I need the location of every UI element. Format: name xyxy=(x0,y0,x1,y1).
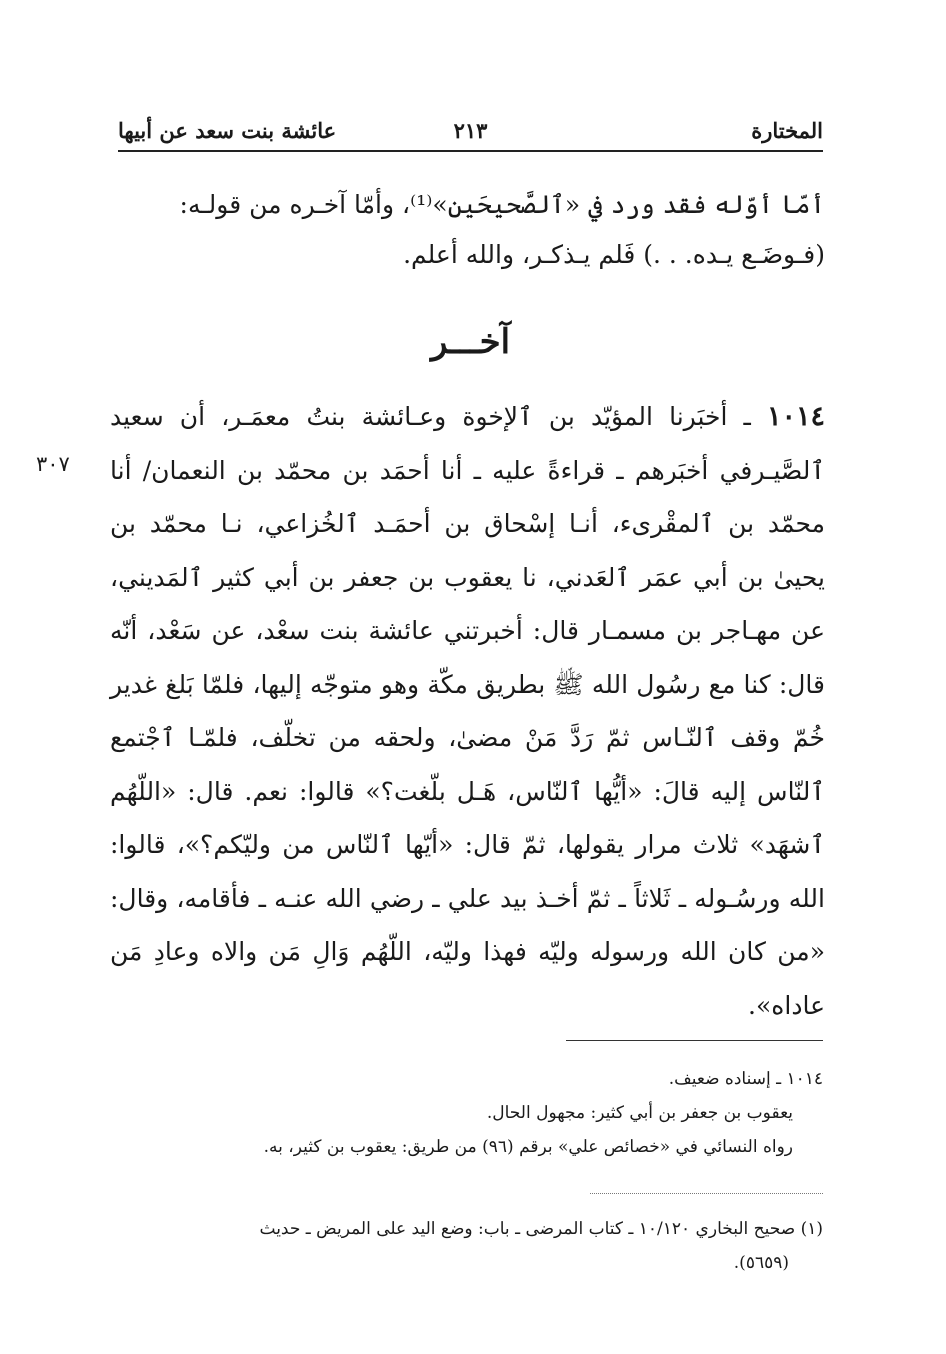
margin-page-reference: ٣٠٧ xyxy=(36,452,70,476)
hadith-entry xyxy=(110,390,825,1032)
entry-text: ـ أخبَرنا المؤيّد بن ٱلإخوة وعـائشة بنتُ معمَـر، أن سعيد ٱلصَّيـرفي أخبَرهم ـ قراءةً عليه ـ أنا أحمَد بن محمّد بن النعمان/ أنا محمّد بن ٱلمقْرىء، أنـا إسْحاق بن أحمَـد ٱلخُزاعي، نـا محمّد بن يحيىٰ بن أبي عمَر ٱلعَدني، نا يعقوب بن جعفر بن أبي كثير ٱلمَديني، عن مهـاجر بن مسمـار قال: أخبرتني عائشة بنت سعْد، عن سَعْد، أنّه قال: كنا مع رسُول الله ﷺ بطريق مكّة وهو متوجّه إليها، فلمّا بَلغ غدير خُمّ وقف ٱلنّـاس ثمّ رَدَّ مَنْ مضىٰ، ولحقه من تخلّف، فلمّـا ٱجْتمع ٱلنّاس إليه قالَ: «أيُّها ٱلنّاس، هَـل بلّغت؟» قالوا: نعم. قال: «اللّهُم ٱشهَد» ثلاث مرار يقولها، ثمّ قال: «أيّها ٱلنّاس من وليّكم؟»، قالوا: الله ورسُـوله ـ ثَلاثاً ـ ثمّ أخـذ بيد علي ـ رضي الله عنـه ـ فأقامه، وقال: «من كان الله ورسوله وليّه فهذا وليّه، اللّهُم وَالِ مَن والاه وعادِ مَن عاداه». xyxy=(110,402,825,1020)
section-title: آخـــر xyxy=(430,322,511,362)
footnote-line-1: (١) صحيح البخاري ١٠/١٢٠ ـ كتاب المرضى ـ باب: وضع اليد على المريض ـ حديث xyxy=(259,1219,823,1239)
notes-separator xyxy=(566,1040,823,1041)
entry-number: ١٠١٤ xyxy=(766,401,825,432)
editor-notes xyxy=(118,1062,823,1164)
footnote xyxy=(118,1212,823,1280)
header-book-title: المختارة xyxy=(751,118,823,143)
header-rule xyxy=(118,150,823,152)
intro-line-1: أمّا أوّله فقد ورد في «ٱلصَّحيحَين»⁽¹⁾، وأمّا آخـره من قولـه: xyxy=(179,190,825,219)
note-line-3: رواه النسائي في «خصائص علي» برقم (٩٦) من طريق: يعقوب بن كثير، به. xyxy=(263,1137,793,1157)
hadith-paragraph xyxy=(110,390,825,1032)
note-line-2: يعقوب بن جعفر بن أبي كثير: مجهول الحال. xyxy=(486,1103,793,1123)
footnote-line-2: (٥٦٥٩). xyxy=(733,1253,789,1273)
intro-line-2: (فـوضَـع يـده. . .) فَلم يـذكـر، والله أعلم. xyxy=(403,240,825,269)
note-line-1: ١٠١٤ ـ إسناده ضعيف. xyxy=(668,1069,823,1089)
header-chapter-title: عائشة بنت سعد عن أبيها xyxy=(118,118,337,143)
page-number: ٢١٣ xyxy=(453,118,488,143)
footnote-separator xyxy=(590,1193,823,1194)
intro-paragraph xyxy=(110,180,825,280)
page-header xyxy=(118,112,823,152)
